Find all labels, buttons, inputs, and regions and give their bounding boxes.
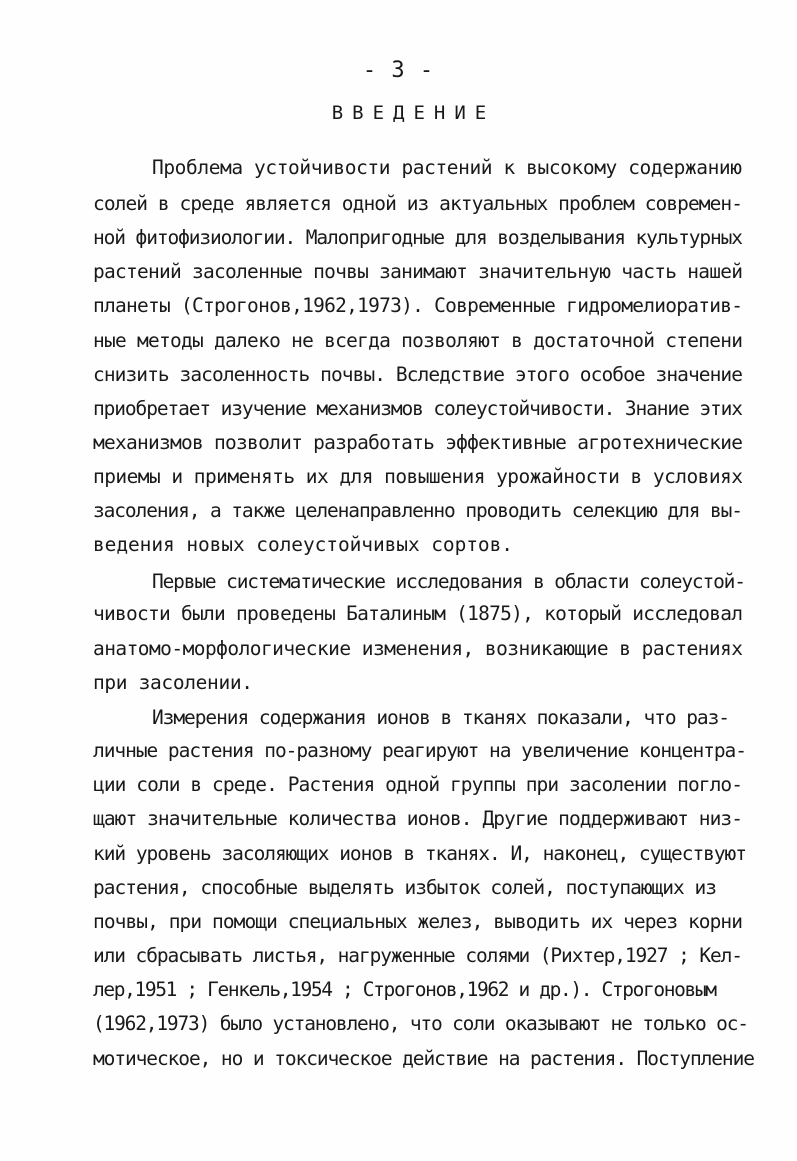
- text-line: ведения новых солеустойчивых сортов.: [93, 533, 513, 556]
- text-line: анатомо-морфологические изменения, возникающие в растениях: [93, 637, 743, 660]
- text-line: лер,1951 ; Генкель,1954 ; Строгонов,1962 и др.). Строгоновым: [93, 978, 716, 1001]
- text-line: ции соли в среде. Растения одной группы при засолении погло-: [93, 773, 743, 796]
- text-line: Первые систематические исследования в области солеустой-: [152, 570, 745, 593]
- text-line: мотическое, но и токсическое действие на растения. Поступление: [93, 1047, 754, 1070]
- text-line: чивости были проведены Баталиным (1875), который исследовал: [93, 602, 743, 625]
- text-line: Проблема устойчивости растений к высокому содержанию: [152, 156, 742, 179]
- text-line: снизить засоленность почвы. Вследствие этого особое значение: [93, 363, 743, 386]
- text-line: засоления, а также целенаправленно проводить селекцию для вы-: [93, 499, 742, 522]
- text-line: растений засоленные почвы занимают значительную часть нашей: [93, 260, 743, 283]
- text-line: планеты (Строгонов,1962,1973). Современные гидромелиоратив-: [93, 294, 743, 317]
- text-line: кий уровень засоляющих ионов в тканях. И, наконец, существуют: [93, 842, 746, 865]
- text-line: почвы, при помощи специальных желез, выводить их через корни: [93, 910, 743, 933]
- text-line: щают значительные количества ионов. Другие поддерживают низ-: [93, 807, 743, 830]
- section-heading: ВВЕДЕНИЕ: [331, 102, 496, 124]
- text-line: личные растения по-разному реагируют на увеличение концентра-: [93, 739, 746, 762]
- text-line: растения, способные выделять избыток солей, поступающих из: [93, 876, 716, 899]
- text-line: или сбрасывать листья, нагруженные солями (Рихтер,1927 ; Кел-: [93, 944, 742, 967]
- text-line: солей в среде является одной из актуальных проблем современ-: [93, 192, 743, 215]
- text-line: при засолении.: [93, 671, 253, 694]
- text-line: приобретает изучение механизмов солеустойчивости. Знание этих: [93, 397, 742, 420]
- page-number: - 3 -: [362, 58, 435, 83]
- text-line: ные методы далеко не всегда позволяют в достаточной степени: [93, 329, 743, 352]
- text-line: механизмов позволит разработать эффективные агротехнические: [93, 431, 743, 454]
- text-line: Измерения содержания ионов в тканях показали, что раз-: [152, 706, 729, 729]
- text-line: (1962,1973) было установлено, что соли оказывают не только ос-: [93, 1012, 748, 1035]
- text-line: приемы и применять их для повышения урожайности в условиях: [93, 465, 743, 488]
- text-line: ной фитофизиологии. Малопригодные для возделывания культурных: [93, 226, 742, 249]
